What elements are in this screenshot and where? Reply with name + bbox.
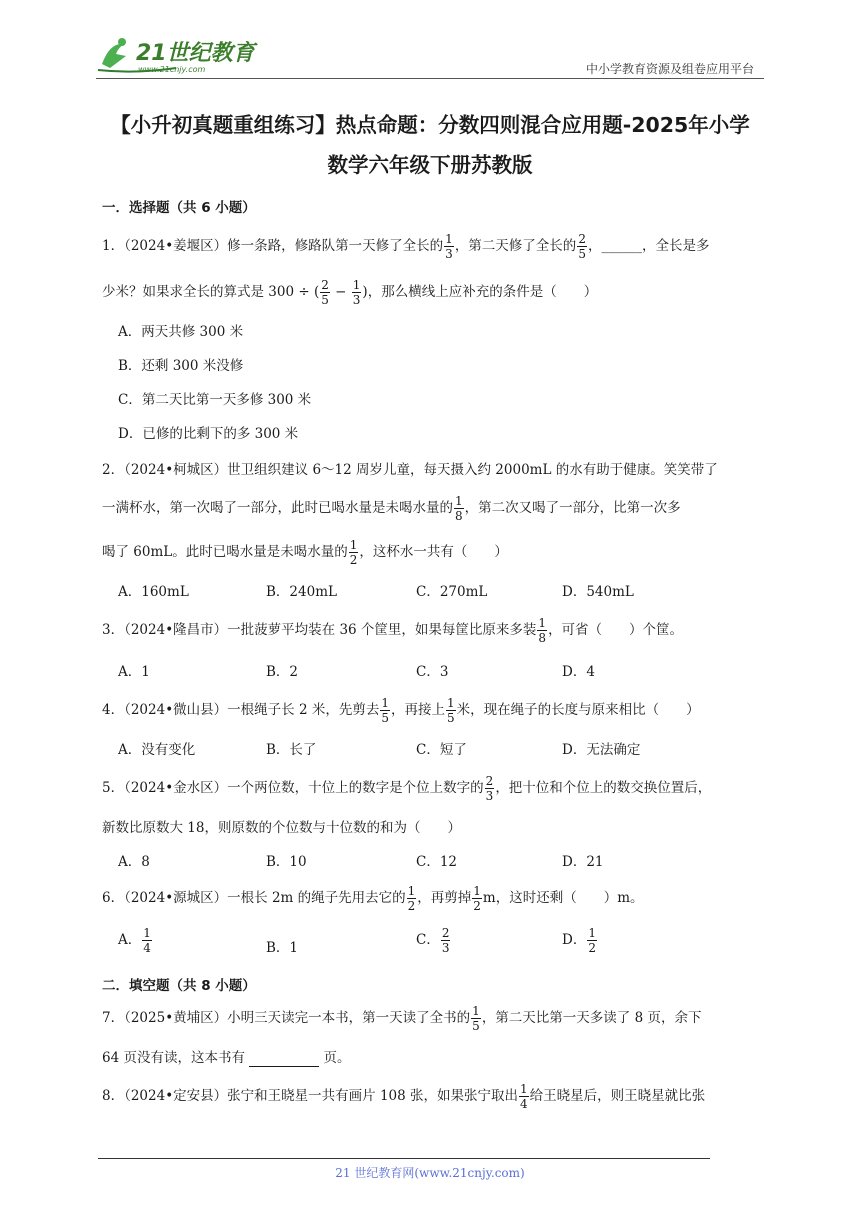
q6-option-d: D． $\frac{1}{2}$ — [562, 926, 596, 955]
svg-text:www.21cnjy.com: www.21cnjy.com — [138, 65, 206, 74]
question-2-line1: 2．（2024•柯城区）世卫组织建议 6～12 周岁儿童，每天摄入约 2000mL 的水有助于健康。笑笑带了 — [102, 462, 718, 478]
fraction: $\frac{1}{3}$ — [352, 278, 361, 307]
question-5-line2: 新数比原数大 18，则原数的个位数与十位数的和为（ ） — [102, 820, 461, 836]
q5-option-b: B．10 — [266, 854, 307, 870]
fraction: $\frac{1}{5}$ — [446, 696, 455, 725]
document-title-line2: 数学六年级下册苏教版 — [327, 153, 533, 177]
header-tagline: 中小学教育资源及组卷应用平台 — [585, 62, 754, 76]
section-heading-fill: 二．填空题（共 8 小题） — [102, 978, 256, 994]
question-2-line2: 一满杯水，第一次喝了一部分，此时已喝水量是未喝水量的 $\frac{1}{8}$ ，第二次又喝了一部分，比第一次多 — [102, 494, 681, 523]
fraction: $\frac{2}{3}$ — [441, 926, 450, 955]
question-1-line2: 少米？如果求全长的算式是 300 ÷ ( $\frac{2}{5}$ − $\frac{1}{3}$ )，那么横线上应补充的条件是（ ） — [102, 278, 598, 307]
q1-option-b: B．还剩 300 米没修 — [118, 358, 244, 374]
question-7-line2: 64 页没有读，这本书有 页。 — [102, 1050, 351, 1066]
q2-option-b: B．240mL — [266, 584, 337, 600]
q1-option-a: A．两天共修 300 米 — [118, 324, 244, 340]
q6-option-a: A． $\frac{1}{4}$ — [118, 926, 151, 955]
fraction: $\frac{1}{8}$ — [455, 494, 463, 523]
fraction: $\frac{2}{5}$ — [578, 232, 586, 261]
site-logo — [96, 34, 266, 76]
q1-option-d: D．已修的比剩下的多 300 米 — [118, 426, 299, 442]
q4-option-b: B．长了 — [266, 742, 317, 758]
question-1-line1: 1．（2024•姜堰区）修一条路，修路队第一天修了全长的 $\frac{1}{3}$ ，第二天修了全长的 $\frac{2}{5}$ ，______，全长是多 — [102, 232, 710, 261]
fraction: $\frac{1}{5}$ — [381, 696, 389, 725]
fraction: $\frac{1}{8}$ — [538, 616, 547, 645]
question-3: 3．（2024•隆昌市）一批菠萝平均装在 36 个筐里，如果每筐比原来多装 $\frac{1}{8}$ ，可省（ ）个筐。 — [102, 616, 684, 645]
q2-option-c: C．270mL — [416, 584, 488, 600]
q3-option-b: B．2 — [266, 664, 299, 680]
q3-option-c: C．3 — [416, 664, 449, 680]
fraction: $\frac{1}{2}$ — [473, 884, 481, 913]
question-7-line1: 7．（2025•黄埔区）小明三天读完一本书，第一天读了全书的 $\frac{1}{5}$ ，第二天比第一天多读了 8 页，余下 — [102, 1004, 702, 1033]
document-title-line1: 【小升初真题重组练习】热点命题：分数四则混合应用题-2025年小学 — [110, 113, 750, 137]
q1-option-c: C．第二天比第一天多修 300 米 — [118, 392, 312, 408]
page-footer: 21 世纪教育网(www.21cnjy.com) — [335, 1166, 525, 1180]
fraction: $\frac{1}{4}$ — [520, 1082, 528, 1111]
fraction: $\frac{1}{3}$ — [445, 232, 453, 261]
q2-option-d: D．540mL — [562, 584, 634, 600]
fraction: $\frac{1}{2}$ — [588, 926, 596, 955]
header-divider — [96, 78, 764, 79]
q3-option-a: A．1 — [118, 664, 150, 680]
svg-text:21世纪教育: 21世纪教育 — [136, 41, 255, 66]
fraction: $\frac{1}{4}$ — [143, 926, 151, 955]
fraction: $\frac{2}{3}$ — [485, 774, 494, 803]
page-header — [96, 30, 760, 80]
answer-blank — [249, 1050, 319, 1067]
question-5-line1: 5．（2024•金水区）一个两位数，十位上的数字是个位上数字的 $\frac{2}{3}$ ，把十位和个位上的数交换位置后， — [102, 774, 712, 803]
question-6: 6．（2024•源城区）一根长 2m 的绳子先用去它的 $\frac{1}{2}$ ，再剪掉 $\frac{1}{2}$ m，这时还剩（ ）m。 — [102, 884, 644, 913]
q5-option-d: D．21 — [562, 854, 604, 870]
q3-option-d: D．4 — [562, 664, 595, 680]
question-8: 8．（2024•定安县）张宁和王晓星一共有画片 108 张，如果张宁取出 $\frac{1}{4}$ 给王晓星后，则王晓星就比张 — [102, 1082, 706, 1111]
fraction: $\frac{1}{2}$ — [349, 538, 358, 567]
question-4: 4．（2024•微山县）一根绳子长 2 米，先剪去 $\frac{1}{5}$ ，再接上 $\frac{1}{5}$ 米，现在绳子的长度与原来相比（ ） — [102, 696, 700, 725]
q6-option-b: B．1 — [266, 940, 299, 956]
section-heading-choice: 一．选择题（共 6 小题） — [102, 200, 256, 216]
q4-option-a: A．没有变化 — [118, 742, 196, 758]
q2-option-a: A．160mL — [118, 584, 189, 600]
q4-option-d: D．无法确定 — [562, 742, 641, 758]
fraction: $\frac{1}{5}$ — [472, 1004, 480, 1033]
question-2-line3: 喝了 60mL。此时已喝水量是未喝水量的 $\frac{1}{2}$ ，这杯水一共有（ ） — [102, 538, 508, 567]
q6-option-c: C． $\frac{2}{3}$ — [416, 926, 450, 955]
q5-option-a: A．8 — [118, 854, 150, 870]
fraction: $\frac{2}{5}$ — [321, 278, 329, 307]
q5-option-c: C．12 — [416, 854, 458, 870]
q4-option-c: C．短了 — [416, 742, 467, 758]
footer-divider — [98, 1158, 710, 1159]
fraction: $\frac{1}{2}$ — [407, 884, 416, 913]
